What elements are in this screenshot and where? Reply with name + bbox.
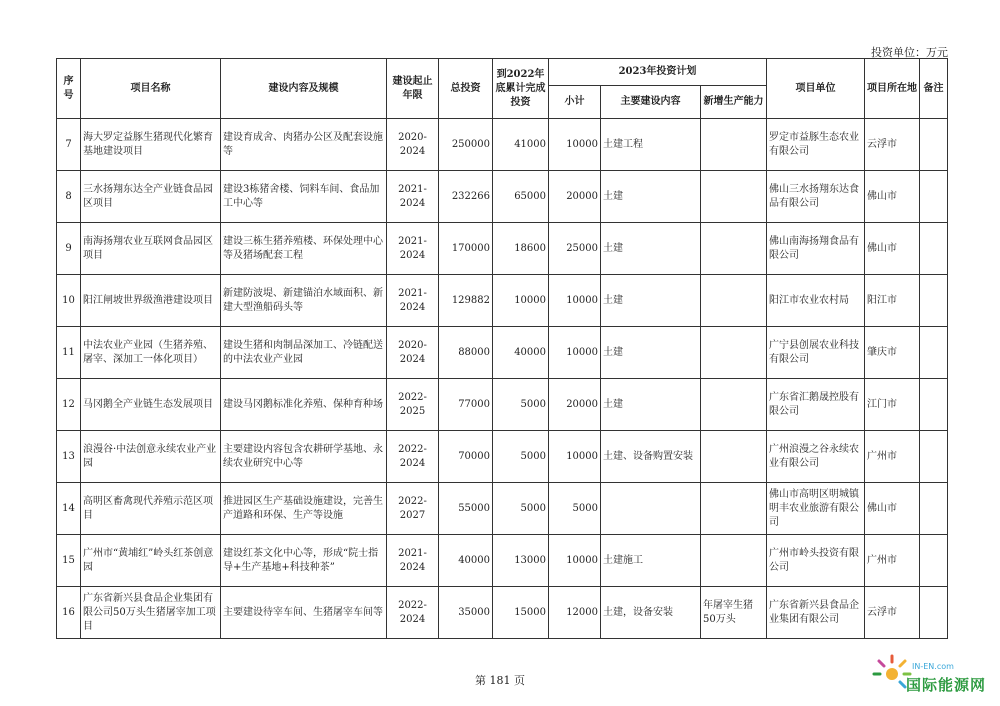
cell-name: 南海扬翔农业互联网食品园区项目 (81, 223, 221, 275)
cell-name: 海大罗定益豚生猪现代化繁育基地建设项目 (81, 119, 221, 171)
table-row (57, 379, 948, 431)
cell-total: 170000 (439, 223, 493, 275)
cell-done: 5000 (493, 431, 549, 483)
cell-total: 232266 (439, 171, 493, 223)
cell-period: 2022-2024 (387, 587, 439, 639)
header-total: 总投资 (439, 59, 493, 119)
table-row (57, 171, 948, 223)
header-content: 建设内容及规模 (221, 59, 387, 119)
cell-name: 广东省新兴县食品企业集团有限公司50万头生猪屠宰加工项目 (81, 587, 221, 639)
cell-main: 土建工程 (601, 119, 701, 171)
cell-name: 高明区畜禽现代养殖示范区项目 (81, 483, 221, 535)
cell-period: 2021-2024 (387, 275, 439, 327)
cell-subtotal: 25000 (549, 223, 601, 275)
cell-subtotal: 20000 (549, 379, 601, 431)
header-main-content: 主要建设内容 (601, 86, 701, 119)
cell-done: 10000 (493, 275, 549, 327)
investment-table (56, 58, 948, 639)
cell-capacity (701, 379, 767, 431)
cell-location: 佛山市 (865, 483, 920, 535)
cell-location: 佛山市 (865, 223, 920, 275)
table-row (57, 587, 948, 639)
table-row (57, 535, 948, 587)
cell-remark (920, 223, 948, 275)
site-logo (872, 648, 992, 704)
cell-remark (920, 327, 948, 379)
cell-location: 广州市 (865, 431, 920, 483)
cell-subtotal: 20000 (549, 171, 601, 223)
cell-period: 2021-2024 (387, 223, 439, 275)
header-remark: 备注 (920, 59, 948, 119)
cell-period: 2022-2024 (387, 431, 439, 483)
header-plan-2023: 2023年投资计划 (549, 59, 767, 86)
cell-subtotal: 5000 (549, 483, 601, 535)
cell-total: 250000 (439, 119, 493, 171)
cell-period: 2020-2024 (387, 327, 439, 379)
header-seq: 序号 (57, 59, 81, 119)
cell-main: 土建，设备安装 (601, 587, 701, 639)
cell-content: 建设3栋猪舍楼、饲料车间、食品加工中心等 (221, 171, 387, 223)
cell-subtotal: 10000 (549, 327, 601, 379)
cell-period: 2020-2024 (387, 119, 439, 171)
cell-total: 70000 (439, 431, 493, 483)
cell-location: 肇庆市 (865, 327, 920, 379)
logo-name: 国际能源网 (906, 676, 987, 694)
page-number: 第 181 页 (475, 674, 525, 687)
cell-content: 新建防波堤、新建锚泊水域面积、新建大型渔船码头等 (221, 275, 387, 327)
cell-remark (920, 379, 948, 431)
cell-subtotal: 10000 (549, 535, 601, 587)
cell-main: 土建 (601, 275, 701, 327)
cell-content: 建设马冈鹅标准化养殖、保种育种场 (221, 379, 387, 431)
cell-main: 土建、设备购置安装 (601, 431, 701, 483)
cell-remark (920, 431, 948, 483)
cell-unit: 广东省汇鹅晟控股有限公司 (767, 379, 865, 431)
cell-seq: 8 (57, 171, 81, 223)
cell-remark (920, 535, 948, 587)
cell-main: 土建 (601, 171, 701, 223)
cell-total: 129882 (439, 275, 493, 327)
cell-content: 主要建设内容包含农耕研学基地、永续农业研究中心等 (221, 431, 387, 483)
table-row (57, 483, 948, 535)
cell-capacity (701, 327, 767, 379)
cell-done: 40000 (493, 327, 549, 379)
cell-remark (920, 275, 948, 327)
cell-capacity (701, 535, 767, 587)
cell-seq: 14 (57, 483, 81, 535)
cell-content: 建设生猪和肉制品深加工、冷链配送的中法农业产业园 (221, 327, 387, 379)
cell-content: 建设红茶文化中心等，形成“院士指导+生产基地+科技种茶” (221, 535, 387, 587)
cell-seq: 13 (57, 431, 81, 483)
cell-period: 2021-2024 (387, 171, 439, 223)
cell-period: 2021-2024 (387, 535, 439, 587)
cell-unit: 广宁县创展农业科技有限公司 (767, 327, 865, 379)
cell-content: 推进园区生产基础设施建设，完善生产道路和环保、生产等设施 (221, 483, 387, 535)
cell-seq: 7 (57, 119, 81, 171)
cell-total: 77000 (439, 379, 493, 431)
cell-name: 阳江闸坡世界级渔港建设项目 (81, 275, 221, 327)
header-new-capacity: 新增生产能力 (701, 86, 767, 119)
cell-capacity (701, 275, 767, 327)
cell-name: 中法农业产业园（生猪养殖、屠宰、深加工一体化项目） (81, 327, 221, 379)
cell-done: 13000 (493, 535, 549, 587)
cell-remark (920, 587, 948, 639)
header-done-2022: 到2022年底累计完成投资 (493, 59, 549, 119)
cell-main: 土建施工 (601, 535, 701, 587)
cell-seq: 10 (57, 275, 81, 327)
cell-content: 建设育成舍、肉猪办公区及配套设施等 (221, 119, 387, 171)
cell-remark (920, 119, 948, 171)
cell-subtotal: 10000 (549, 431, 601, 483)
cell-subtotal: 12000 (549, 587, 601, 639)
cell-done: 15000 (493, 587, 549, 639)
cell-location: 佛山市 (865, 171, 920, 223)
table-row (57, 223, 948, 275)
cell-done: 18600 (493, 223, 549, 275)
cell-capacity (701, 119, 767, 171)
header-name: 项目名称 (81, 59, 221, 119)
cell-content: 建设三栋生猪养殖楼、环保处理中心等及猪场配套工程 (221, 223, 387, 275)
cell-location: 广州市 (865, 535, 920, 587)
cell-unit: 广州浪漫之谷永续农业有限公司 (767, 431, 865, 483)
cell-done: 41000 (493, 119, 549, 171)
cell-main: 土建 (601, 379, 701, 431)
cell-unit: 广州市岭头投资有限公司 (767, 535, 865, 587)
cell-unit: 佛山市高明区明城镇明丰农业旅游有限公司 (767, 483, 865, 535)
cell-period: 2022-2025 (387, 379, 439, 431)
cell-period: 2022-2027 (387, 483, 439, 535)
cell-main: 土建 (601, 223, 701, 275)
cell-seq: 16 (57, 587, 81, 639)
cell-unit: 佛山南海扬翔食品有限公司 (767, 223, 865, 275)
cell-name: 三水扬翔东达全产业链食品园区项目 (81, 171, 221, 223)
cell-location: 云浮市 (865, 119, 920, 171)
cell-unit: 佛山三水扬翔东达食品有限公司 (767, 171, 865, 223)
logo-domain: IN-EN.com (912, 662, 954, 671)
cell-capacity (701, 483, 767, 535)
cell-main (601, 483, 701, 535)
table-row (57, 431, 948, 483)
cell-total: 55000 (439, 483, 493, 535)
cell-location: 阳江市 (865, 275, 920, 327)
cell-name: 广州市“黄埔红”岭头红茶创意园 (81, 535, 221, 587)
unit-label: 投资单位：万元 (871, 46, 948, 59)
header-period: 建设起止年限 (387, 59, 439, 119)
header-unit: 项目单位 (767, 59, 865, 119)
table-row (57, 119, 948, 171)
cell-content: 主要建设待宰车间、生猪屠宰车间等 (221, 587, 387, 639)
cell-seq: 11 (57, 327, 81, 379)
cell-subtotal: 10000 (549, 275, 601, 327)
cell-capacity: 年屠宰生猪50万头 (701, 587, 767, 639)
cell-seq: 9 (57, 223, 81, 275)
cell-unit: 阳江市农业农村局 (767, 275, 865, 327)
cell-capacity (701, 431, 767, 483)
cell-total: 35000 (439, 587, 493, 639)
table-row (57, 327, 948, 379)
cell-main: 土建 (601, 327, 701, 379)
cell-subtotal: 10000 (549, 119, 601, 171)
cell-location: 江门市 (865, 379, 920, 431)
cell-done: 65000 (493, 171, 549, 223)
cell-done: 5000 (493, 379, 549, 431)
cell-capacity (701, 223, 767, 275)
cell-seq: 12 (57, 379, 81, 431)
cell-total: 88000 (439, 327, 493, 379)
cell-unit: 罗定市益豚生态农业有限公司 (767, 119, 865, 171)
cell-capacity (701, 171, 767, 223)
cell-remark (920, 171, 948, 223)
cell-name: 马冈鹅全产业链生态发展项目 (81, 379, 221, 431)
cell-unit: 广东省新兴县食品企业集团有限公司 (767, 587, 865, 639)
cell-seq: 15 (57, 535, 81, 587)
cell-remark (920, 483, 948, 535)
cell-done: 5000 (493, 483, 549, 535)
cell-location: 云浮市 (865, 587, 920, 639)
cell-name: 浪漫谷·中法创意永续农业产业园 (81, 431, 221, 483)
header-subtotal: 小计 (549, 86, 601, 119)
table-row (57, 275, 948, 327)
header-location: 项目所在地 (865, 59, 920, 119)
cell-total: 40000 (439, 535, 493, 587)
